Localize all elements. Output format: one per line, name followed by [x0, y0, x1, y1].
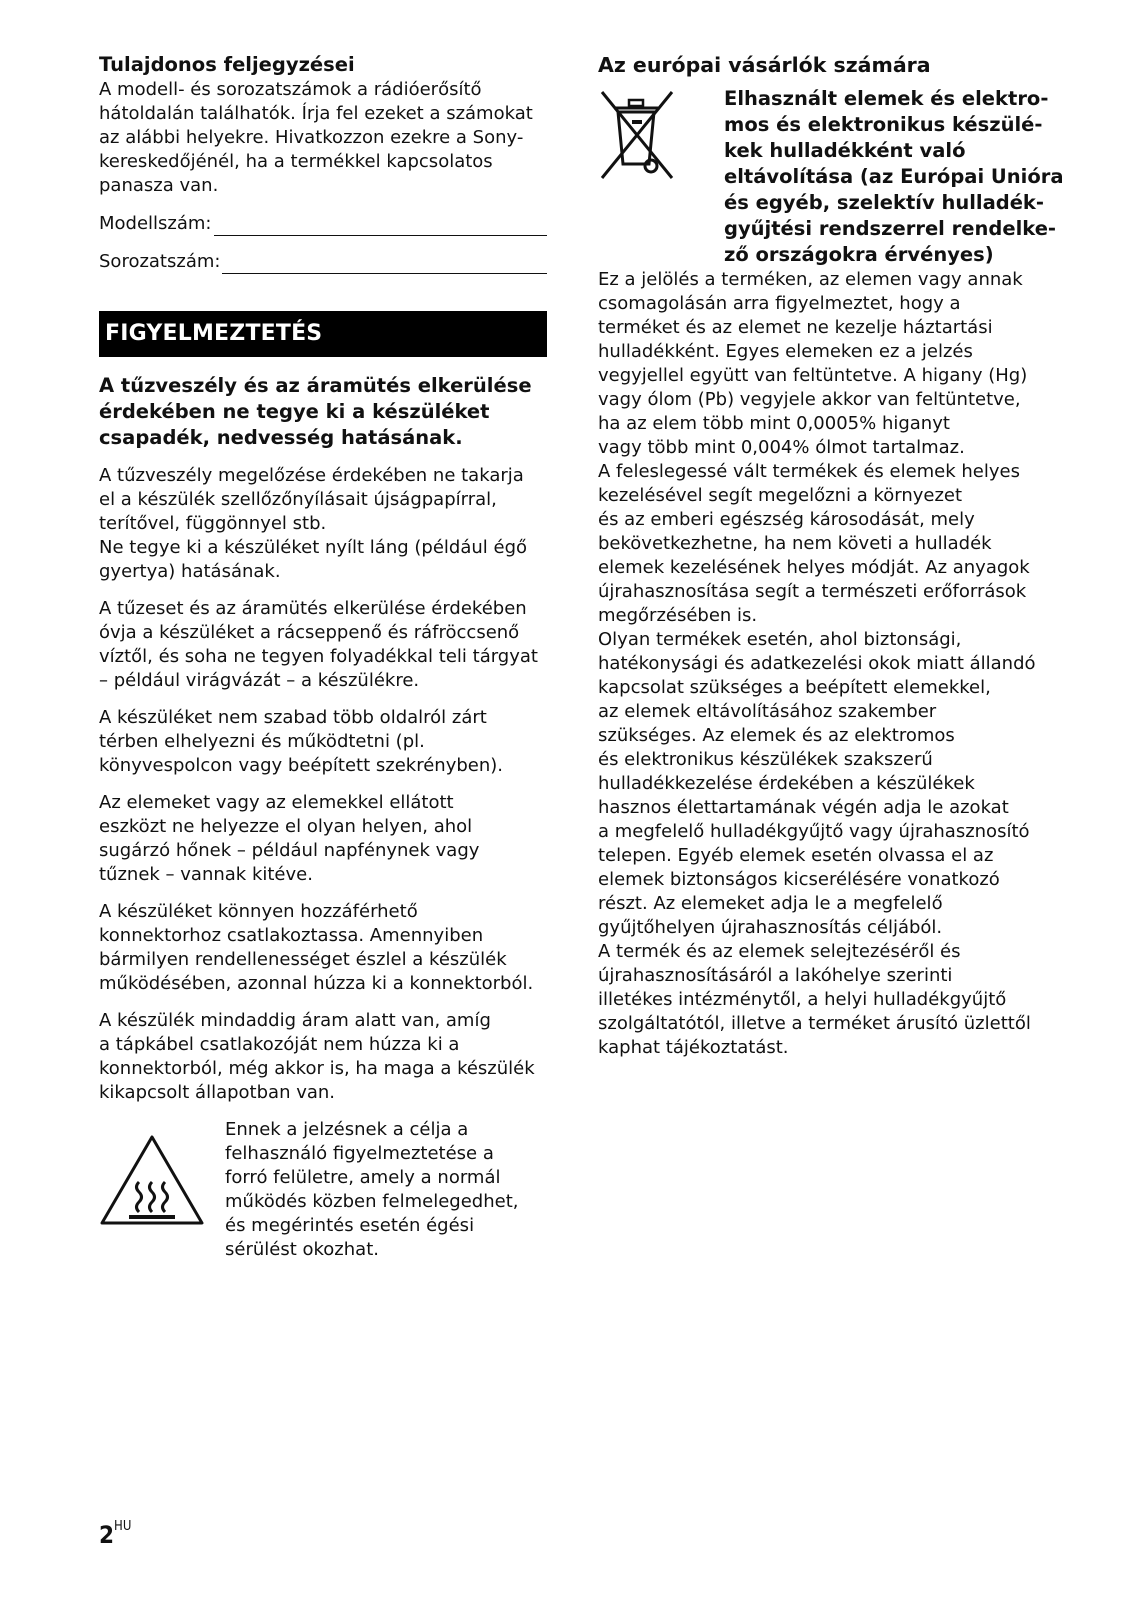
serial-number-line: [222, 251, 547, 274]
model-number-field: [99, 212, 547, 236]
language-code: HU: [114, 1519, 132, 1534]
hot-surface-warning-icon: [99, 1118, 225, 1262]
paragraph-fire-prevention: A tűzveszély megelőzése érdekében ne takarja el a készülék szellőzőnyílásait újságpapírral, terítővel, függönnyel stb. Ne tegye ki a készüléket nyílt láng (például égő gyertya) hatásának.: [99, 465, 528, 582]
model-number-line: [214, 213, 548, 236]
crossed-out-wheelie-bin-icon: [598, 86, 724, 268]
right-column: [598, 52, 1064, 1060]
warning-subtitle: A tűzveszély és az áramütés elkerülése érdekében ne tegye ki a készüléket csapadék, nedvesség hatásának.: [99, 374, 532, 449]
left-column: [99, 52, 547, 1262]
weee-body-text: Ez a jelölés a terméken, az elemen vagy annak csomagolásán arra figyelmeztet, hogy a terméket és az elemet ne kezelje háztartási hulladékként. Egyes elemeken ez a jelzés vegyjellel együtt van feltüntetve. A higany (Hg) vagy ólom (Pb) vegyjele akkor van feltüntetve, ha az elem több mint 0,0005% higanyt vagy több mint 0,004% ólmot tartalmaz. A feleslegessé vált termékek és elemek helyes kezelésével segít megelőzni a környezet és az emberi egészség károsodását, mely bekövetkezhetne, ha nem követi a hulladék elemek kezelésének helyes módját. Az anyagok újrahasznosítása segít a természeti erőforrások megőrzésében is. Olyan termékek esetén, ahol biztonsági, hatékonysági és adatkezelési okok miatt állandó kapcsolat szükséges a beépített elemekkel, az elemek eltávolításához szakember szükséges. Az elemek és az elektromos és elektronikus készülékek szakszerű hulladékkezelése érdekében a készülékek hasznos élettartamának végén adja le azokat a megfelelő hulladékgyűjtő vagy újrahasznosító telepen. Egyéb elemek esetén olvassa el az elemek biztonságos kicserélésére vonatkozó részt. Az elemeket adja le a megfelelő gyűjtőhelyen újrahasznosítás céljából. A termék és az elemek selejtezéséről és újrahasznosításáról a lakóhelye szerinti illetékes intézménytől, a helyi hulladékgyűjtő szolgáltatótól, illetve a terméket árusító üzlettől kaphat tájékoztatást.: [598, 269, 1036, 1058]
serial-number-field: [99, 250, 547, 274]
weee-section: [598, 86, 1064, 268]
owner-records-text: A modell- és sorozatszámok a rádióerősítő hátoldalán találhatók. Írja fel ezeket a számokat az alábbi helyekre. Hivatkozzon ezekre a Sony- kereskedőjénél, ha a termékkel kapcsolatos panasza van.: [99, 79, 533, 196]
page-number: $2^{HU}$: [99, 1519, 132, 1549]
paragraph-enclosed-space: A készüléket nem szabad több oldalról zárt térben elhelyezni és működtetni (pl. könyvespolcon vagy beépített szekrényben).: [99, 707, 504, 776]
paragraph-outlet-access: A készüléket könnyen hozzáférhető konnektorhoz csatlakoztassa. Amennyiben bármilyen rendellenességet észlel a készülék működésében, azonnal húzza ki a konnektorból.: [99, 901, 534, 994]
european-customers-title: Az európai vásárlók számára: [598, 53, 931, 77]
paragraph-power-state: A készülék mindaddig áram alatt van, amíg a tápkábel csatlakozóját nem húzza ki a konnektorból, még akkor is, ha maga a készülék kikapcsolt állapotban van.: [99, 1010, 535, 1103]
paragraph-battery-heat: Az elemeket vagy az elemekkel ellátott eszközt ne helyezze el olyan helyen, ahol sugárzó hőnek – például napfénynek vagy tűznek – vannak kitéve.: [99, 792, 480, 885]
paragraph-water-protection: A tűzeset és az áramütés elkerülése érdekében óvja a készüléket a rácseppenő és ráfröccsenő víztől, és soha ne tegyen folyadékkal teli tárgyat – például virágvázát – a készülékre.: [99, 598, 538, 691]
model-number-label: Modellszám:: [99, 213, 212, 234]
serial-number-label: Sorozatszám:: [99, 251, 221, 272]
hot-surface-section: [99, 1118, 547, 1262]
hot-surface-text: Ennek a jelzésnek a célja a felhasználó figyelmeztetése a forró felületre, amely a normál működés közben felmelegedhet, és megérintés esetén égési sérülést okozhat.: [225, 1119, 519, 1260]
warning-banner: FIGYELMEZTETÉS: [99, 311, 547, 357]
weee-title: Elhasznált elemek és elektro- mos és elektronikus készülé- kek hulladékként való eltávolítása (az Európai Unióra és egyéb, szelektív hulladék- gyűjtési rendszerrel rendelke- ző országokra érvényes): [724, 87, 1064, 266]
owner-records-title: Tulajdonos feljegyzései: [99, 53, 355, 76]
